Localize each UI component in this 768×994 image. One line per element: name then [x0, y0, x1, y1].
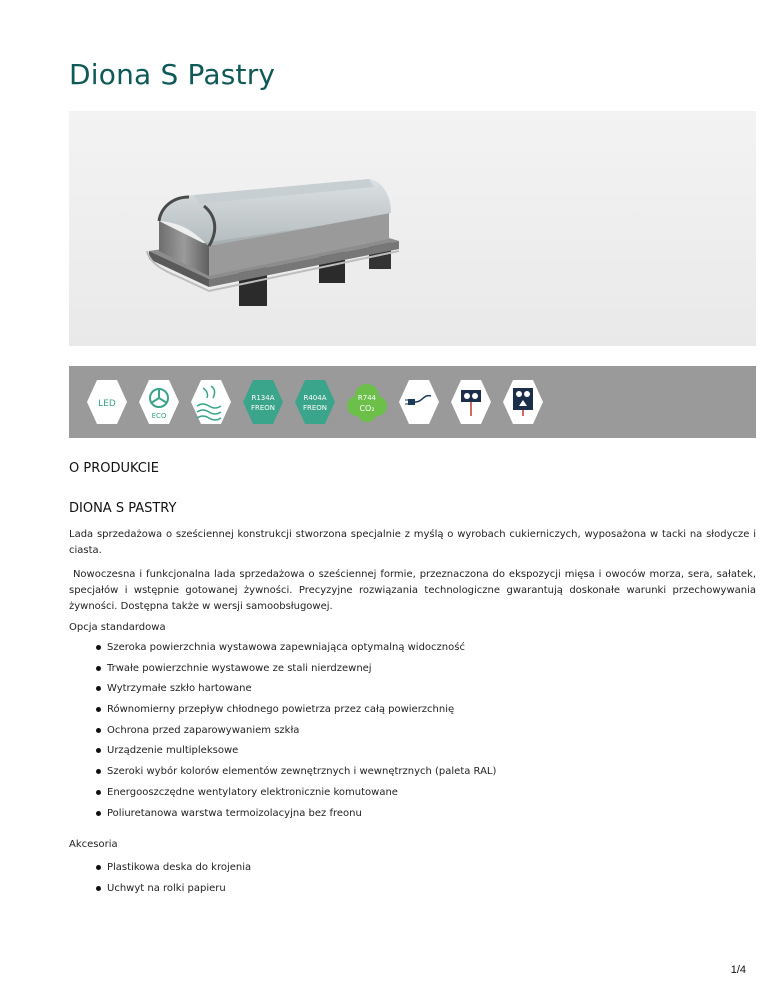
list-item: Szeroki wybór kolorów elementów zewnętrznych i wewnętrznych (paleta RAL)	[96, 766, 496, 787]
list-item: Szeroka powierzchnia wystawowa zapewniająca optymalną widoczność	[96, 642, 496, 663]
svg-text:R134A: R134A	[251, 394, 275, 402]
plug-icon	[399, 380, 439, 424]
eco-fan-icon	[139, 380, 179, 424]
accessories-list	[96, 862, 251, 903]
product-image	[69, 111, 756, 346]
refrigerated-display-case-image	[69, 111, 756, 346]
r744-co2-icon	[347, 384, 387, 422]
list-item: Wytrzymałe szkło hartowane	[96, 683, 496, 704]
led-icon	[87, 380, 127, 424]
list-item: Plastikowa deska do krojenia	[96, 862, 251, 883]
plug-in-unit-icon	[503, 380, 543, 424]
svg-text:FREON: FREON	[302, 404, 328, 412]
product-description-1: Lada sprzedażowa o sześciennej konstrukcji stworzona specjalnie z myślą o wyrobach cukierniczych, wyposażona w tacki na słodycze i ciasta.	[69, 529, 756, 556]
remote-unit-icon	[451, 380, 491, 424]
product-description-2: Nowoczesna i funkcjonalna lada sprzedażowa o sześciennej formie, przeznaczona do ekspozycji mięsa i owoców morza, sera, sałatek, specjałów i wstępnie gotowanej żywności. Precyzyjne rozwiązania technologiczne gwarantują doskonałe warunki przechowywania żywności. Dostępna także w wersji samoobsługowej.	[69, 569, 760, 612]
list-item: Ochrona przed zaparowywaniem szkła	[96, 725, 496, 746]
svg-text:R404A: R404A	[303, 394, 327, 402]
svg-text:LED: LED	[98, 399, 116, 409]
svg-text:CO₂: CO₂	[359, 404, 375, 413]
feature-icon-bar	[69, 366, 756, 438]
list-item: Poliuretanowa warstwa termoizolacyjna bez freonu	[96, 808, 496, 829]
page-number: 1/4	[730, 964, 746, 976]
r134a-freon-icon	[243, 380, 283, 424]
svg-text:R744: R744	[357, 394, 377, 402]
about-heading: O PRODUKCIE	[69, 461, 159, 476]
svg-text:FREON: FREON	[250, 404, 276, 412]
standard-options-list	[96, 642, 496, 828]
svg-text:ECO: ECO	[151, 412, 167, 420]
standard-options-label: Opcja standardowa	[69, 622, 166, 633]
page-title: Diona S Pastry	[69, 58, 276, 91]
accessories-label: Akcesoria	[69, 839, 118, 850]
list-item: Energooszczędne wentylatory elektronicznie komutowane	[96, 787, 496, 808]
r404a-freon-icon	[295, 380, 335, 424]
list-item: Trwałe powierzchnie wystawowe ze stali nierdzewnej	[96, 663, 496, 684]
product-heading: DIONA S PASTRY	[69, 501, 177, 516]
list-item: Uchwyt na rolki papieru	[96, 883, 251, 904]
airflow-icon	[191, 380, 231, 424]
list-item: Urządzenie multipleksowe	[96, 745, 496, 766]
list-item: Równomierny przepływ chłodnego powietrza przez całą powierzchnię	[96, 704, 496, 725]
